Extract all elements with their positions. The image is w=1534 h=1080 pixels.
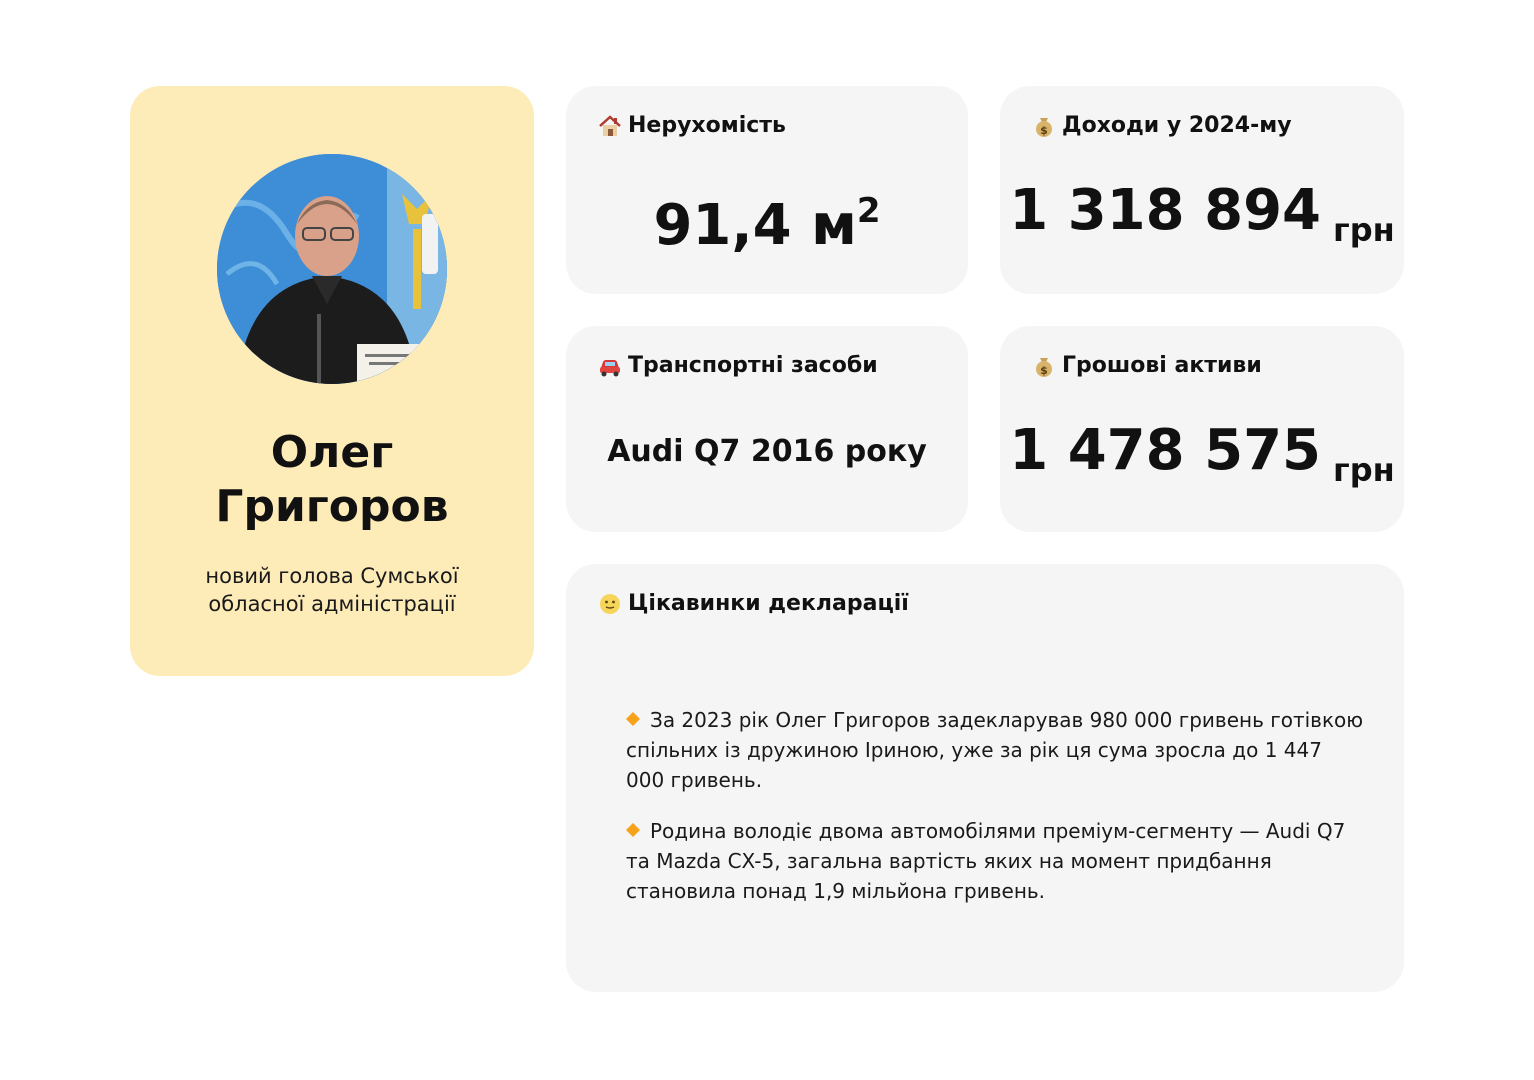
vehicles-title: Транспортні засоби: [598, 352, 878, 380]
svg-text:$: $: [1040, 364, 1048, 377]
income-card: [1000, 86, 1404, 294]
cash-assets-title: $ Грошові активи: [1032, 352, 1262, 380]
real-estate-title: Нерухомість: [598, 112, 786, 140]
cash-assets-value: 1 478 575 $_{грн}$: [1009, 418, 1395, 489]
person-first-name: Олег: [270, 427, 394, 478]
real-estate-value: 91,4 $м^2$: [653, 191, 881, 258]
portrait-photo: [217, 154, 447, 384]
person-last-name: Григоров: [215, 481, 449, 532]
real-estate-card: [566, 86, 968, 294]
vehicles-value: Audi Q7 2016 року: [607, 434, 927, 469]
facts-title: Цікавинки декларації: [598, 590, 909, 618]
fact-item: Родина володіє двома автомобілями преміум-сегменту — Audi Q7 та Mazda CX-5, загальна вартість яких на момент придбання становила понад 1,9 мільйона гривень.: [626, 815, 1366, 906]
profile-card: [130, 86, 534, 676]
svg-text:$: $: [1040, 124, 1048, 137]
orange-diamond-icon: [626, 704, 640, 718]
person-name: [130, 426, 534, 534]
fact-item: За 2023 рік Олег Григоров задекларував 980 000 гривень готівкою спільних із дружиною Іриною, уже за рік ця сума зросла до 1 447 000 гривень.: [626, 704, 1366, 795]
person-role: новий голова Сумської обласної адміністрації: [205, 564, 459, 616]
income-value: 1 318 894 $_{грн}$: [1009, 178, 1395, 249]
income-title: $ Доходи у 2024-му: [1032, 112, 1292, 140]
smiling-face-icon: [598, 592, 622, 616]
facts-card: [566, 564, 1404, 992]
money-bag-icon: [1032, 114, 1056, 138]
money-bag-icon: [1032, 354, 1056, 378]
cash-assets-card: [1000, 326, 1404, 532]
house-icon: [598, 114, 622, 138]
vehicles-card: [566, 326, 968, 532]
orange-diamond-icon: [626, 815, 640, 829]
car-icon: [598, 354, 622, 378]
